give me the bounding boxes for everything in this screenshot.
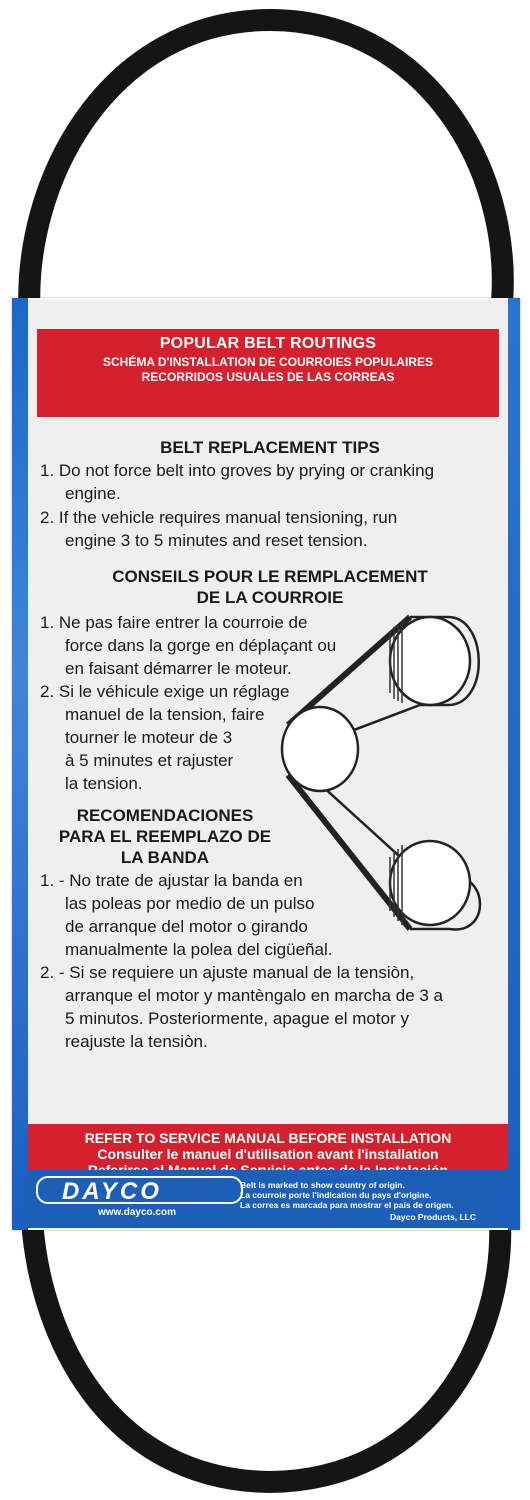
spanish-item2-line2: arranque el motor y mantèngalo en marcha de 3 a <box>65 986 444 1005</box>
spanish-heading-line2: PARA EL REEMPLAZO DE <box>58 827 272 846</box>
french-item2-line2: manuel de la tension, faire <box>65 705 265 724</box>
origin-notes <box>240 1180 500 1222</box>
spanish-heading-line3: LA BANDA <box>120 848 210 867</box>
french-item1-line3: en faisant démarrer le moteur. <box>65 659 292 678</box>
banner-title-en: POPULAR BELT ROUTINGS <box>159 335 377 352</box>
warning-en: REFER TO SERVICE MANUAL BEFORE INSTALLATION <box>84 1130 452 1146</box>
company-name: Dayco Products, LLC <box>390 1212 476 1222</box>
belt-routing-diagram <box>270 605 500 935</box>
upper-pulley <box>390 617 470 705</box>
origin-note-en: Belt is marked to show country of origin. <box>240 1180 405 1190</box>
spanish-item2-line3: 5 minutos. Posteriormente, apague el motor y <box>65 1009 409 1028</box>
french-heading-line1: CONSEILS POUR LE REMPLACEMENT <box>112 567 428 586</box>
french-heading-line2: DE LA COURROIE <box>196 588 344 607</box>
banner-title-fr: SCHÉMA D'INSTALLATION DE COURROIES POPULAIRES <box>103 355 433 369</box>
french-item2-line5: la tension. <box>65 774 143 793</box>
card-left-stripe <box>12 298 28 1230</box>
origin-note-es: La correa es marcada para mostrar el país de origen. <box>240 1200 454 1210</box>
banner-title-es: RECORRIDOS USUALES DE LAS CORREAS <box>141 370 395 384</box>
lower-pulley <box>390 841 470 925</box>
spanish-item2-line4: reajuste la tensiòn. <box>65 1032 208 1051</box>
english-item1-line2: engine. <box>65 484 121 503</box>
french-item2-line4: à 5 minutes et rajuster <box>65 751 234 770</box>
english-heading: BELT REPLACEMENT TIPS <box>160 438 380 457</box>
french-item2-line1: 2. Si le véhicule exige un réglage <box>40 682 290 701</box>
spanish-item1-line3: de arranque del motor o girando <box>65 917 308 936</box>
french-item2-line3: tourner le moteur de 3 <box>65 728 233 747</box>
spanish-item1-line1: 1. - No trate de ajustar la banda en <box>40 871 303 890</box>
dayco-logo: DAYCO <box>62 1178 162 1205</box>
spanish-item2-line1: 2. - Si se requiere un ajuste manual de la tensiòn, <box>40 963 415 982</box>
spanish-item1-line2: las poleas por medio de un pulso <box>65 894 315 913</box>
belt-top-loop <box>29 20 503 320</box>
belt-bottom-loop <box>32 1220 500 1482</box>
english-item1-line1: 1. Do not force belt into groves by prying or cranking <box>40 461 435 480</box>
card-right-stripe <box>508 298 520 1230</box>
left-pulley <box>282 707 358 791</box>
origin-note-fr: La courroie porte l'indication du pays d'origine. <box>240 1190 432 1200</box>
english-item2-line2: engine 3 to 5 minutes and reset tension. <box>65 531 368 550</box>
spanish-item1-line4: manualmente la polea del cigüeñal. <box>65 940 333 959</box>
spanish-heading-line1: RECOMENDACIONES <box>76 806 254 825</box>
website-url: www.dayco.com <box>98 1207 176 1218</box>
english-item2-line1: 2. If the vehicle requires manual tensioning, run <box>40 508 398 527</box>
warning-fr: Consulter le manuel d'utilisation avant l'installation <box>97 1146 439 1162</box>
routings-banner <box>37 329 499 417</box>
french-item1-line1: 1. Ne pas faire entrer la courroie de <box>40 613 308 632</box>
french-item1-line2: force dans la gorge en déplaçant ou <box>65 636 337 655</box>
